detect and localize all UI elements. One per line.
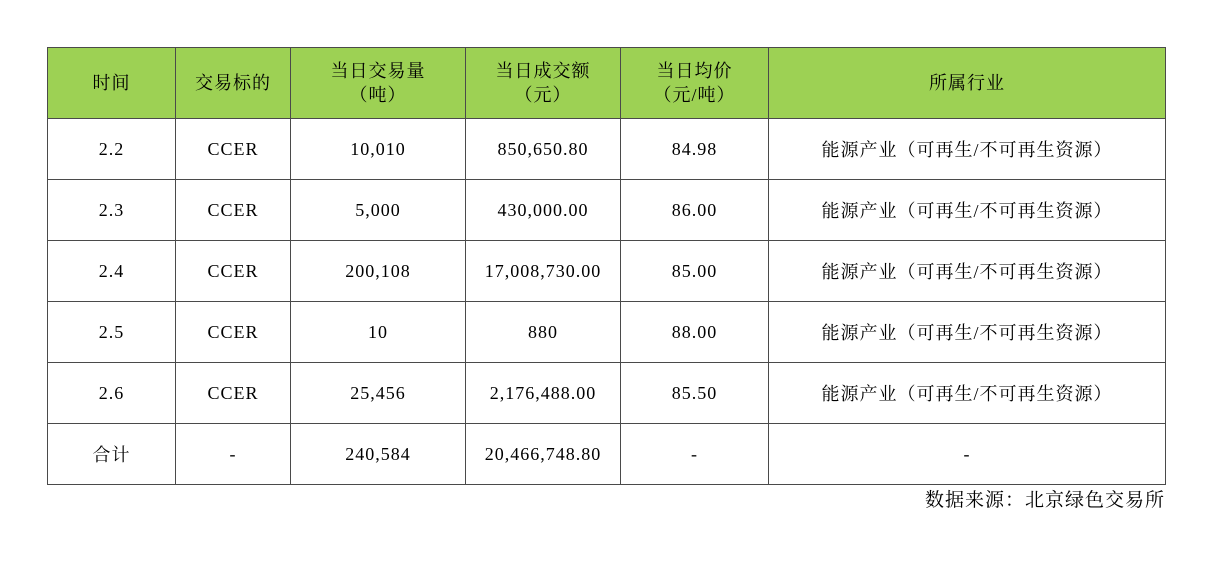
cell-volume: 200,108 (291, 241, 466, 302)
ccer-trading-table-container (47, 47, 1165, 485)
cell-industry: 能源产业（可再生/不可再生资源） (769, 302, 1166, 363)
column-header-industry-line1: 所属行业 (929, 72, 1005, 93)
column-header-volume-line2: （吨） (349, 85, 407, 105)
cell-amount-total: 20,466,748.80 (466, 424, 621, 485)
cell-time: 2.2 (48, 119, 176, 180)
cell-price: 88.00 (621, 302, 769, 363)
cell-amount: 2,176,488.00 (466, 363, 621, 424)
cell-volume: 25,456 (291, 363, 466, 424)
column-header-volume-line1: 当日交易量 (330, 60, 426, 81)
cell-target: CCER (176, 241, 291, 302)
cell-time: 2.4 (48, 241, 176, 302)
cell-price: 85.00 (621, 241, 769, 302)
cell-volume: 10,010 (291, 119, 466, 180)
cell-industry: 能源产业（可再生/不可再生资源） (769, 363, 1166, 424)
cell-industry: 能源产业（可再生/不可再生资源） (769, 241, 1166, 302)
column-header-volume (291, 48, 466, 119)
cell-time-total: 合计 (48, 424, 176, 485)
cell-target: CCER (176, 302, 291, 363)
cell-target: CCER (176, 180, 291, 241)
data-source-note: 数据来源：北京绿色交易所 (924, 490, 1165, 511)
cell-volume: 5,000 (291, 180, 466, 241)
cell-time: 2.5 (48, 302, 176, 363)
column-header-amount-line2: （元） (514, 85, 572, 105)
column-header-price (621, 48, 769, 119)
cell-time: 2.6 (48, 363, 176, 424)
table-body (48, 119, 1166, 485)
cell-amount: 430,000.00 (466, 180, 621, 241)
cell-industry: 能源产业（可再生/不可再生资源） (769, 119, 1166, 180)
table-row (48, 363, 1166, 424)
table-row (48, 119, 1166, 180)
cell-price: 85.50 (621, 363, 769, 424)
cell-target: CCER (176, 119, 291, 180)
cell-industry-total: - (769, 424, 1166, 485)
column-header-price-line1: 当日均价 (656, 60, 733, 81)
table-row (48, 241, 1166, 302)
cell-industry: 能源产业（可再生/不可再生资源） (769, 180, 1166, 241)
cell-volume-total: 240,584 (291, 424, 466, 485)
table-row (48, 180, 1166, 241)
table-row-total (48, 424, 1166, 485)
table-row (48, 302, 1166, 363)
column-header-target-line1: 交易标的 (195, 72, 271, 93)
cell-amount: 850,650.80 (466, 119, 621, 180)
column-header-time-line1: 时间 (92, 72, 131, 93)
cell-price: 86.00 (621, 180, 769, 241)
cell-amount: 17,008,730.00 (466, 241, 621, 302)
column-header-time (48, 48, 176, 119)
cell-price-total: - (621, 424, 769, 485)
cell-amount: 880 (466, 302, 621, 363)
table-header (48, 48, 1166, 119)
column-header-amount-line1: 当日成交额 (495, 60, 591, 81)
cell-price: 84.98 (621, 119, 769, 180)
column-header-amount (466, 48, 621, 119)
column-header-price-line2: （元/吨） (653, 85, 736, 105)
cell-target-total: - (176, 424, 291, 485)
cell-volume: 10 (291, 302, 466, 363)
cell-target: CCER (176, 363, 291, 424)
table-header-row (48, 48, 1166, 119)
column-header-target (176, 48, 291, 119)
column-header-industry (769, 48, 1166, 119)
cell-time: 2.3 (48, 180, 176, 241)
ccer-trading-table (47, 47, 1166, 485)
